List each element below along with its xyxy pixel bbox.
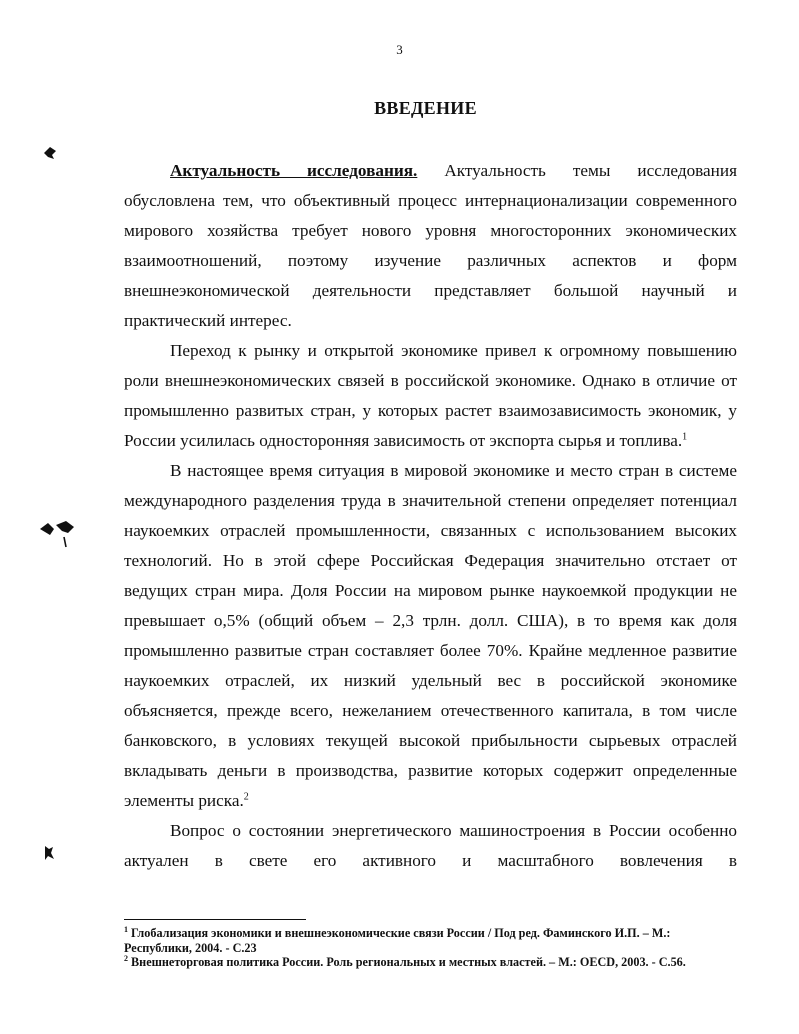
scan-mark-1: [40, 143, 60, 163]
body-text: [124, 156, 737, 876]
scan-mark-3: [40, 843, 58, 863]
footnote-text: Глобализация экономики и внешнеэкономические связи России / Под ред. Фаминского И.П. – М.: Республики, 2004. - С.23: [124, 926, 671, 955]
footnote-number: 2: [124, 953, 128, 963]
paragraph-question: [124, 816, 737, 876]
paragraph-text: Вопрос о состоянии энергетического машиностроения в России особенно актуален в свете его активного и масштабного вовлечения в: [124, 821, 737, 870]
footnote: [124, 926, 739, 955]
footnotes: [124, 926, 739, 970]
paragraph-situation: [124, 456, 737, 816]
paragraph-transition: [124, 336, 737, 456]
footnote-number: 1: [124, 924, 128, 934]
scan-mark-2: [36, 515, 80, 555]
relevance-heading: Актуальность исследования.: [170, 161, 418, 180]
paragraph-relevance: [124, 156, 737, 336]
section-title: ВВЕДЕНИЕ: [374, 98, 477, 118]
footnote-ref: 2: [243, 791, 249, 803]
paragraph-text: Переход к рынку и открытой экономике привел к огромному повышению роли внешнеэкономических связей в российской экономике. Однако в отличие от промышленно развитых стран, у которых растет взаимозависимость экономик, у России усилилась односторонняя зависимость от экспорта сырья и топлива.: [124, 341, 737, 450]
paragraph-text: В настоящее время ситуация в мировой экономике и место стран в системе международного разделения труда в значительной степени определяет потенциал наукоемких отраслей промышленности, связанных с использованием высоких технологий. Но в этой сфере Российская Федерация значительно отстает от ведущих стран мира. Доля России на мировом рынке наукоемкой продукции не превышает о,5% (общий объем – 2,3 трлн. долл. США), в то время как доля промышленно развитые стран составляет более 70%. Крайне медленное развитие наукоемких отраслей, их низкий удельный вес в российской экономике объясняется, прежде всего, нежеланием отечественного капитала, в том числе банковского, в условиях текущей высокой прибыльности сырьевых отраслей вкладывать деньги в производства, развитие которых содержит определенные элементы риска.: [124, 461, 737, 810]
footnote: [124, 955, 739, 970]
footnote-text: Внешнеторговая политика России. Роль региональных и местных властей. – М.: OECD, 2003. - С.56.: [131, 955, 686, 969]
footnote-ref: 1: [682, 431, 688, 443]
paragraph-text: Актуальность темы исследования обусловлена тем, что объективный процесс интернационализации современного мирового хозяйства требует нового уровня многосторонних экономических взаимоотношений, поэтому изучение различных аспектов и форм внешнеэкономической деятельности представляет большой научный и практический интерес.: [124, 161, 737, 330]
page-number: 3: [396, 42, 403, 57]
footnote-divider: [124, 919, 306, 920]
